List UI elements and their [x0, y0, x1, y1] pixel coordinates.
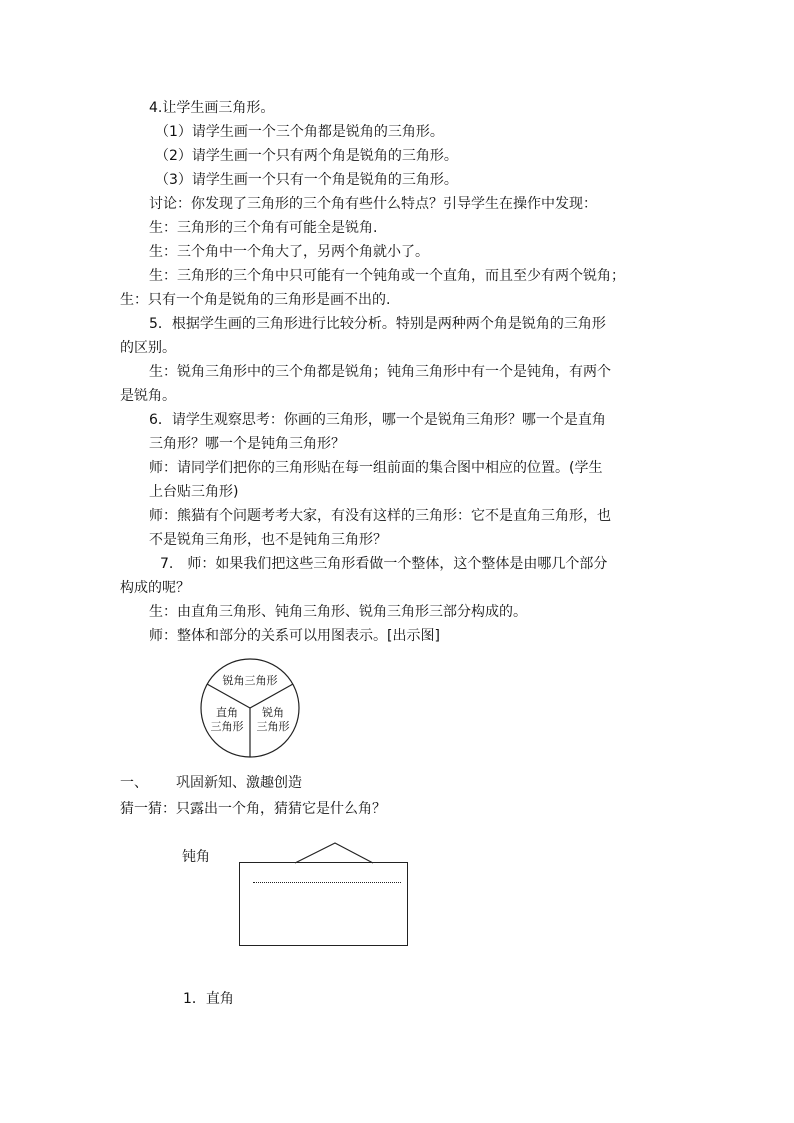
section-number: 一、 — [120, 775, 148, 791]
student-answer-2: 生：三个角中一个角大了，另两个角就小了。 — [149, 244, 429, 260]
step-4-item-1: （1）请学生画一个三个角都是锐角的三角形。 — [155, 124, 444, 140]
step-7-text-cont: 构成的呢？ — [120, 580, 190, 596]
right-triangle-region-label-2: 三角形 — [210, 720, 244, 733]
step-7-text: 7. 师：如果我们把这些三角形看做一个整体，这个整体是由哪几个部分 — [160, 556, 608, 572]
guess-prompt: 猜一猜：只露出一个角，猜猜它是什么角？ — [120, 801, 386, 817]
teacher-line-2-cont: 不是锐角三角形，也不是钝角三角形？ — [149, 532, 387, 548]
step-6-text: 6．请学生观察思考：你画的三角形，哪一个是锐角三角形？哪一个是直角 — [149, 412, 606, 428]
student-answer-1: 生：三角形的三个角有可能全是锐角. — [149, 220, 378, 236]
exposed-angle-graphic — [295, 842, 375, 864]
triangle-set-diagram — [199, 656, 301, 760]
teacher-line-3: 师：整体和部分的关系可以用图表示。[出示图] — [149, 628, 440, 644]
obtuse-angle-label: 钝角 — [182, 849, 210, 865]
step-4-title: 4.让学生画三角形。 — [149, 100, 275, 116]
acute-region-label-2: 三角形 — [256, 720, 290, 733]
teacher-line-2: 师：熊猫有个问题考考大家，有没有这样的三角形：它不是直角三角形，也 — [149, 508, 611, 524]
student-answer-5: 生：锐角三角形中的三个角都是锐角；钝角三角形中有一个是钝角，有两个 — [149, 364, 611, 380]
section-title: 巩固新知、激趣创造 — [176, 775, 302, 791]
answer-right-angle: 1．直角 — [183, 991, 234, 1007]
discussion-prompt: 讨论：你发现了三角形的三个角有些什么特点？引导学生在操作中发现： — [149, 196, 597, 212]
covered-angle-box — [239, 862, 408, 946]
student-answer-4: 生：只有一个角是锐角的三角形是画不出的. — [120, 292, 391, 308]
step-5-text-cont: 的区别。 — [120, 340, 176, 356]
step-4-item-2: （2）请学生画一个只有两个角是锐角的三角形。 — [155, 148, 458, 164]
teacher-line-1: 师：请同学们把你的三角形贴在每一组前面的集合图中相应的位置。(学生 — [149, 460, 603, 476]
student-answer-3: 生：三角形的三个角中只可能有一个钝角或一个直角，而且至少有两个锐角； — [149, 268, 625, 284]
dotted-line — [253, 882, 401, 883]
student-answer-6: 生：由直角三角形、钝角三角形、锐角三角形三部分构成的。 — [149, 604, 527, 620]
step-5-text: 5．根据学生画的三角形进行比较分析。特别是两种两个角是锐角的三角形 — [149, 316, 606, 332]
teacher-line-1-cont: 上台贴三角形) — [149, 484, 239, 500]
step-6-text-cont: 三角形？哪一个是钝角三角形？ — [149, 436, 345, 452]
acute-region-label-1: 锐角 — [262, 706, 284, 719]
acute-triangle-region-label: 锐角三角形 — [222, 674, 278, 687]
right-triangle-region-label-1: 直角 — [216, 706, 238, 719]
step-4-item-3: （3）请学生画一个只有一个角是锐角的三角形。 — [155, 172, 458, 188]
student-answer-5-cont: 是锐角。 — [120, 388, 176, 404]
